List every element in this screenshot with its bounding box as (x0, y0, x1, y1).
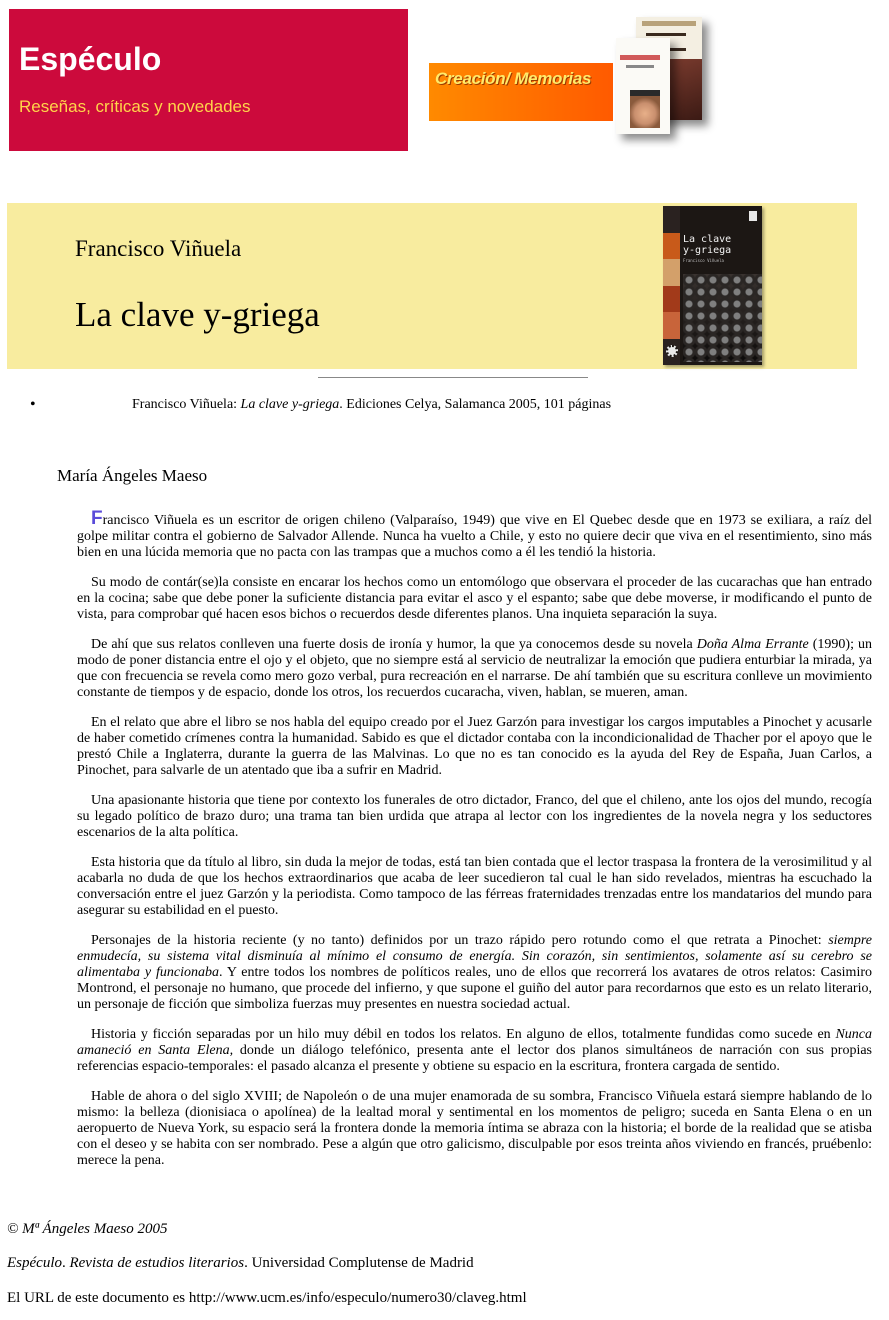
site-title: Espéculo (19, 41, 162, 77)
site-brand-block[interactable] (9, 9, 408, 151)
biblio-author: Francisco Viñuela: (132, 397, 241, 412)
cover-author-text: Francisco Viñuela (683, 258, 724, 263)
article-paragraph: Personajes de la historia reciente (y no tanto) definidos por un trazo rápido pero rotundo como el que retrata a Pinochet: siempre enmudecía, su sistema vital disminuía al mínimo el consumo de energía. Sin corazón, sin sentimientos, solamente así su cerebro se alimentaba y funcionaba. Y entre todos los nombres de políticos reales, uno de ellos que recorrerá los avatares de otros relatos: Casimiro Montrond, el personaje no humano, que procede del infierno, y que supone el guiño del autor para recordarnos que esto es un relato literario, un personaje de ficción que simboliza fuerzas muy presentes en nuestra sociedad actual. (77, 933, 872, 1012)
section-label: Creación/ Memorias (435, 69, 592, 88)
reviewer-name: María Ángeles Maeso (57, 466, 208, 485)
story-title: Nunca amaneció en Santa Elena, (77, 1027, 872, 1058)
document-url: http://www.ucm.es/info/especulo/numero30/claveg.html (188, 1290, 527, 1306)
section-banner[interactable] (429, 63, 613, 121)
horizontal-rule (318, 377, 588, 378)
footer-journal: Espéculo. Revista de estudios literarios. Universidad Complutense de Madrid (7, 1255, 474, 1271)
cover-mark (749, 211, 757, 221)
cover-color-strip (663, 206, 680, 365)
cover-title-text: La clave y-griega (683, 234, 732, 256)
site-subtitle: Reseñas, críticas y novedades (19, 97, 251, 116)
novel-title: Doña Alma Errante (696, 637, 809, 652)
article-paragraph: Esta historia que da título al libro, sin duda la mejor de todas, está tan bien contada que el lector traspasa la frontera de la verosimilitud y al acabarla no duda de que los hechos extraordinarios que acaba de leer sucedieron tal cual le han sido revelados, mientras ha escuchado la conversación entre el juez Garzón y la periodista. Como tampoco de las férreas fraternidades trenzadas entre los mandatarios del mundo para asegurar su estabilidad en el puesto. (77, 855, 872, 918)
article-paragraph: Francisco Viñuela es un escritor de origen chileno (Valparaíso, 1949) que vive en El Quebec desde que en 1973 se exiliara, a raíz del golpe militar contra el gobierno de Salvador Allende. Nunca ha vuelto a Chile, y esto no quiere decir que viva en el resentimiento, sino más bien en una lúcida memoria que no pacta con las trampas que a muchos como a él les tendió la historia. (77, 508, 872, 560)
article-paragraph: De ahí que sus relatos conlleven una fuerte dosis de ironía y humor, la que ya conocemos desde su novela Doña Alma Errante (1990); un modo de poner distancia entre el ojo y el objeto, que no siempre está al servicio de neutralizar la emoción que pudiera enturbiar la mirada, ya que con frecuencia se revela como mero gozo verbal, pura recreación en el narrarse. De ahí también que su escritura conlleve un movimiento constante de tiempos y de espacio, donde los otros, los recuerdos cucaracha, viven, hablan, se mueren, aman. (77, 637, 872, 700)
book-title-band (7, 203, 857, 369)
article-paragraph: Historia y ficción separadas por un hilo muy débil en todos los relatos. En alguno de ellos, totalmente fundidas como sucede en Nunca amaneció en Santa Elena, donde un diálogo telefónico, presenta ante el lector dos planos simultáneos de narración con sus propias referencias espacio-temporales: el pasado alcanza el presente y obtiene su espacio en la escritura, frontera cargada de sentido. (77, 1027, 872, 1074)
article-body (77, 508, 872, 1183)
book-cover-image (663, 206, 762, 365)
biblio-title: La clave y-griega (240, 397, 340, 412)
article-paragraph: Una apasionante historia que tiene por contexto los funerales de otro dictador, Franco, del que el chileno, ante los ojos del mundo, recogía su legado político de brazo duro; una trama tan bien urdida que atrapa al lector con los ingredientes de la novela negra y los seductores escenarios de la alta política. (77, 793, 872, 840)
cover-typewriter-keys (683, 274, 762, 362)
article-paragraph: Hable de ahora o del siglo XVIII; de Napoleón o de una mujer enamorada de su sombra, Francisco Viñuela estará siempre hablando de lo mismo: la belleza (dionisiaca o apolínea) de la lealtad moral y sentimental en los momentos de peligro; suceda en Santa Elena o en un aeropuerto de Nueva York, su espacio será la frontera donde la memoria íntima se abraza con la historia; el borde de la realidad que se atisba con el deseo y se habita con ser nombrado. Pese a algún que otro galicismo, disculpable por esos treinta años viviendo en francés, pruébenlo: merece la pena. (77, 1089, 872, 1168)
decorative-author-photo-image (616, 38, 670, 134)
publisher-logo-icon (666, 345, 678, 357)
footer-copyright: © Mª Ángeles Maeso 2005 (7, 1221, 168, 1237)
biblio-publication: . Ediciones Celya, Salamanca 2005, 101 páginas (339, 397, 612, 412)
footer-url-line: El URL de este documento es http://www.ucm.es/info/especulo/numero30/claveg.html (7, 1290, 527, 1306)
drop-cap: F (91, 508, 103, 529)
article-paragraph: Su modo de contár(se)la consiste en encarar los hechos como un entomólogo que observara el proceder de las cucarachas que han entrado en la cocina; sabe que debe poner la suficiente distancia para evitar el asco y el espanto; sabe que debe moverse, ir modificando el punto de vista, para comprobar qué hacen esos bichos o recuerdos desde diferentes planos. Una inquieta separación la suya. (77, 575, 872, 622)
article-paragraph: En el relato que abre el libro se nos habla del equipo creado por el Juez Garzón para investigar los cargos imputables a Pinochet y acusarle de haber cometido crímenes contra la humanidad. Sabido es que el dictador contaba con la incondicionalidad de Thacher por el apoyo que le prestó Chile a Inglaterra, durante la guerra de las Malvinas. Lo que no es tan conocido es la ayuda del Rey de España, Juan Carlos, a Pinochet, para salvarle de un atentado que iba a sufrir en Madrid. (77, 715, 872, 778)
book-author: Francisco Viñuela (75, 236, 242, 261)
book-title: La clave y-griega (75, 295, 320, 334)
bibliographic-reference (132, 397, 611, 413)
bullet-icon: • (30, 396, 36, 413)
quotation: siempre enmudecía, su sistema vital disminuía al mínimo el consumo de energía. Sin corazón, sin sentimientos, solamente así su cerebro se alimentaba y funcionaba (77, 933, 872, 980)
